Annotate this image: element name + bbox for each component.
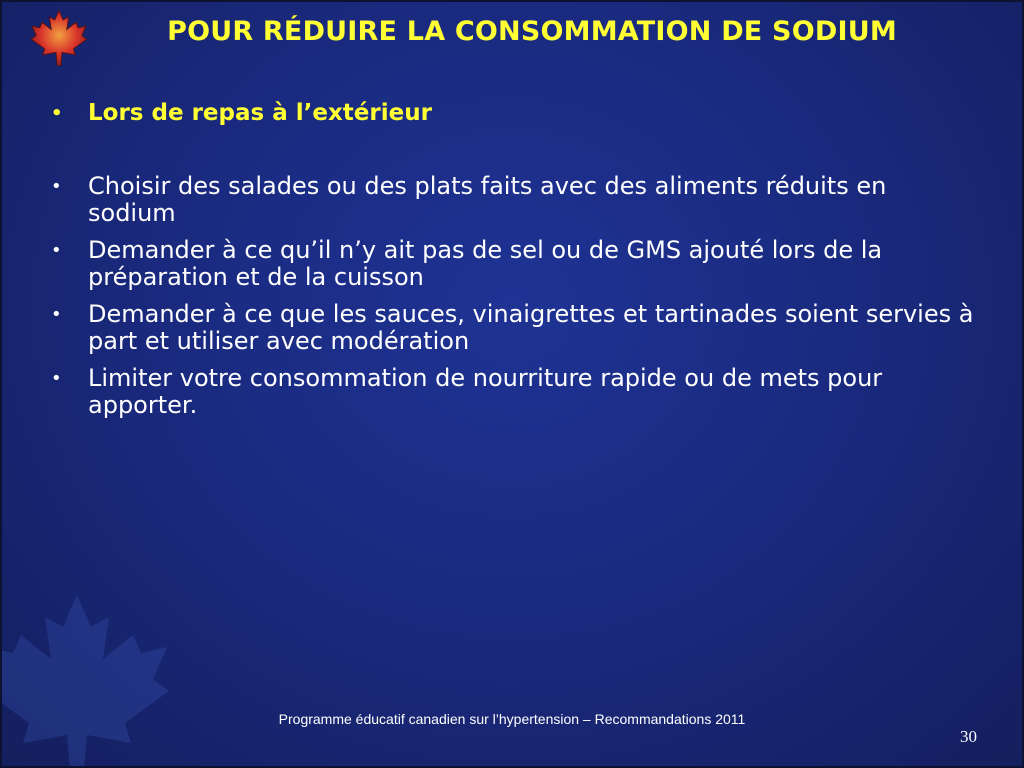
bullet-item: [48, 301, 978, 355]
bullet-marker: •: [51, 368, 62, 389]
slide: [2, 2, 1022, 766]
bullet-item: [48, 365, 978, 419]
maple-leaf-watermark-icon: [2, 587, 192, 766]
maple-leaf-icon: [28, 8, 90, 68]
bullet-item-text: Demander à ce que les sauces, vinaigrettes et tartinades soient servies à part et utiliser avec modération: [88, 300, 974, 355]
bullet-item: [48, 173, 978, 227]
bullet-item-text: Limiter votre consommation de nourriture rapide ou de mets pour apporter.: [88, 364, 883, 419]
bullet-marker: •: [51, 103, 63, 124]
bullet-marker: •: [51, 240, 62, 261]
bullet-item: [48, 237, 978, 291]
bullet-marker: •: [51, 304, 62, 325]
page-number: 30: [960, 727, 977, 746]
slide-footer: Programme éducatif canadien sur l’hypertension – Recommandations 2011: [278, 711, 746, 727]
bullet-item-text: Choisir des salades ou des plats faits avec des aliments réduits en sodium: [88, 172, 887, 227]
slide-title: POUR RÉDUIRE LA CONSOMMATION DE SODIUM: [167, 16, 897, 47]
bullet-marker: •: [51, 176, 62, 197]
bullet-heading-text: Lors de repas à l’extérieur: [88, 100, 432, 126]
bullet-list: [48, 100, 978, 429]
bullet-heading: [48, 100, 978, 127]
bullet-item-text: Demander à ce qu’il n’y ait pas de sel ou de GMS ajouté lors de la préparation et de la cuisson: [88, 236, 883, 291]
